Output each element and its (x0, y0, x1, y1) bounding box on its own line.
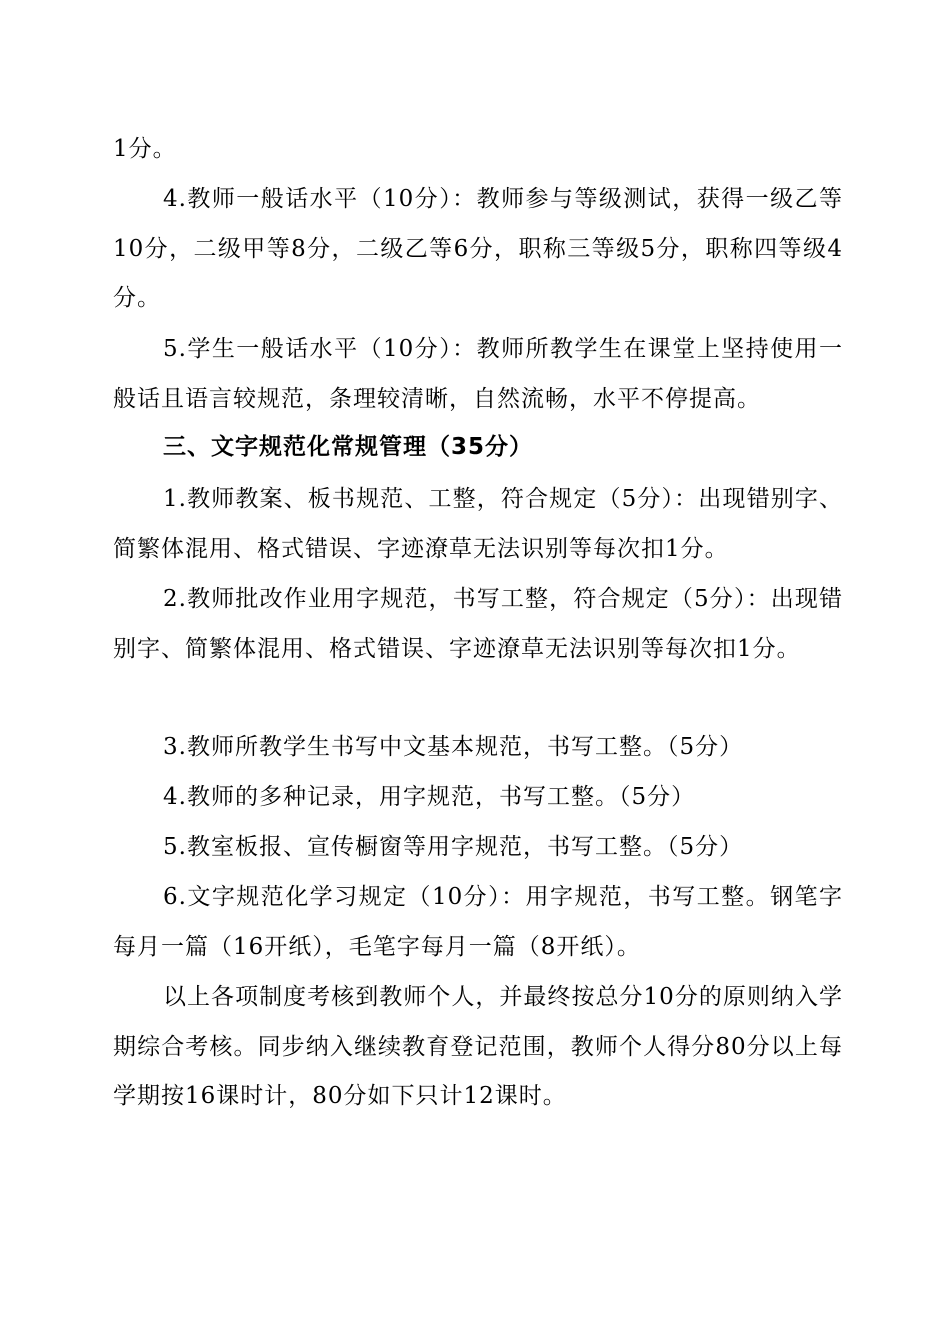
closing-paragraph: 以上各项制度考核到教师个人，并最终按总分10分的原则纳入学期综合考核。同步纳入继续教育登记范围，教师个人得分80分以上每学期按16课时计，80分如下只计12课时。 (113, 984, 843, 1110)
item-teacher-records: 4.教师的多种记录，用字规范，书写工整。（5分） (163, 784, 696, 810)
item-lesson-plans: 1.教师教案、板书规范、工整，符合规定（5分）：出现错别字、简繁体混用、格式错误、字迹潦草无法识别等每次扣1分。 (113, 486, 843, 562)
item-mandarin-student: 5.学生一般话水平（10分）：教师所教学生在课堂上坚持使用一般话且语言较规范，条理较清晰，自然流畅，水平不停提高。 (113, 336, 843, 412)
item-student-writing: 3.教师所教学生书写中文基本规范，书写工整。（5分） (163, 734, 744, 760)
item-mandarin-teacher: 4.教师一般话水平（10分）：教师参与等级测试，获得一级乙等10分，二级甲等8分，二级乙等6分，职称三等级5分，职称四等级4分。 (113, 186, 843, 312)
item-calligraphy-study: 6.文字规范化学习规定（10分）：用字规范，书写工整。钢笔字每月一篇（16开纸），毛笔字每月一篇（8开纸）。 (113, 884, 843, 960)
section-heading: 三、文字规范化常规管理（35分） (163, 434, 534, 460)
item-homework-grading: 2.教师批改作业用字规范，书写工整，符合规定（5分）：出现错别字、简繁体混用、格式错误、字迹潦草无法识别等每次扣1分。 (113, 586, 843, 662)
continuation-text: 1分。 (113, 136, 177, 162)
item-classroom-boards: 5.教室板报、宣传橱窗等用字规范，书写工整。（5分） (163, 834, 744, 860)
